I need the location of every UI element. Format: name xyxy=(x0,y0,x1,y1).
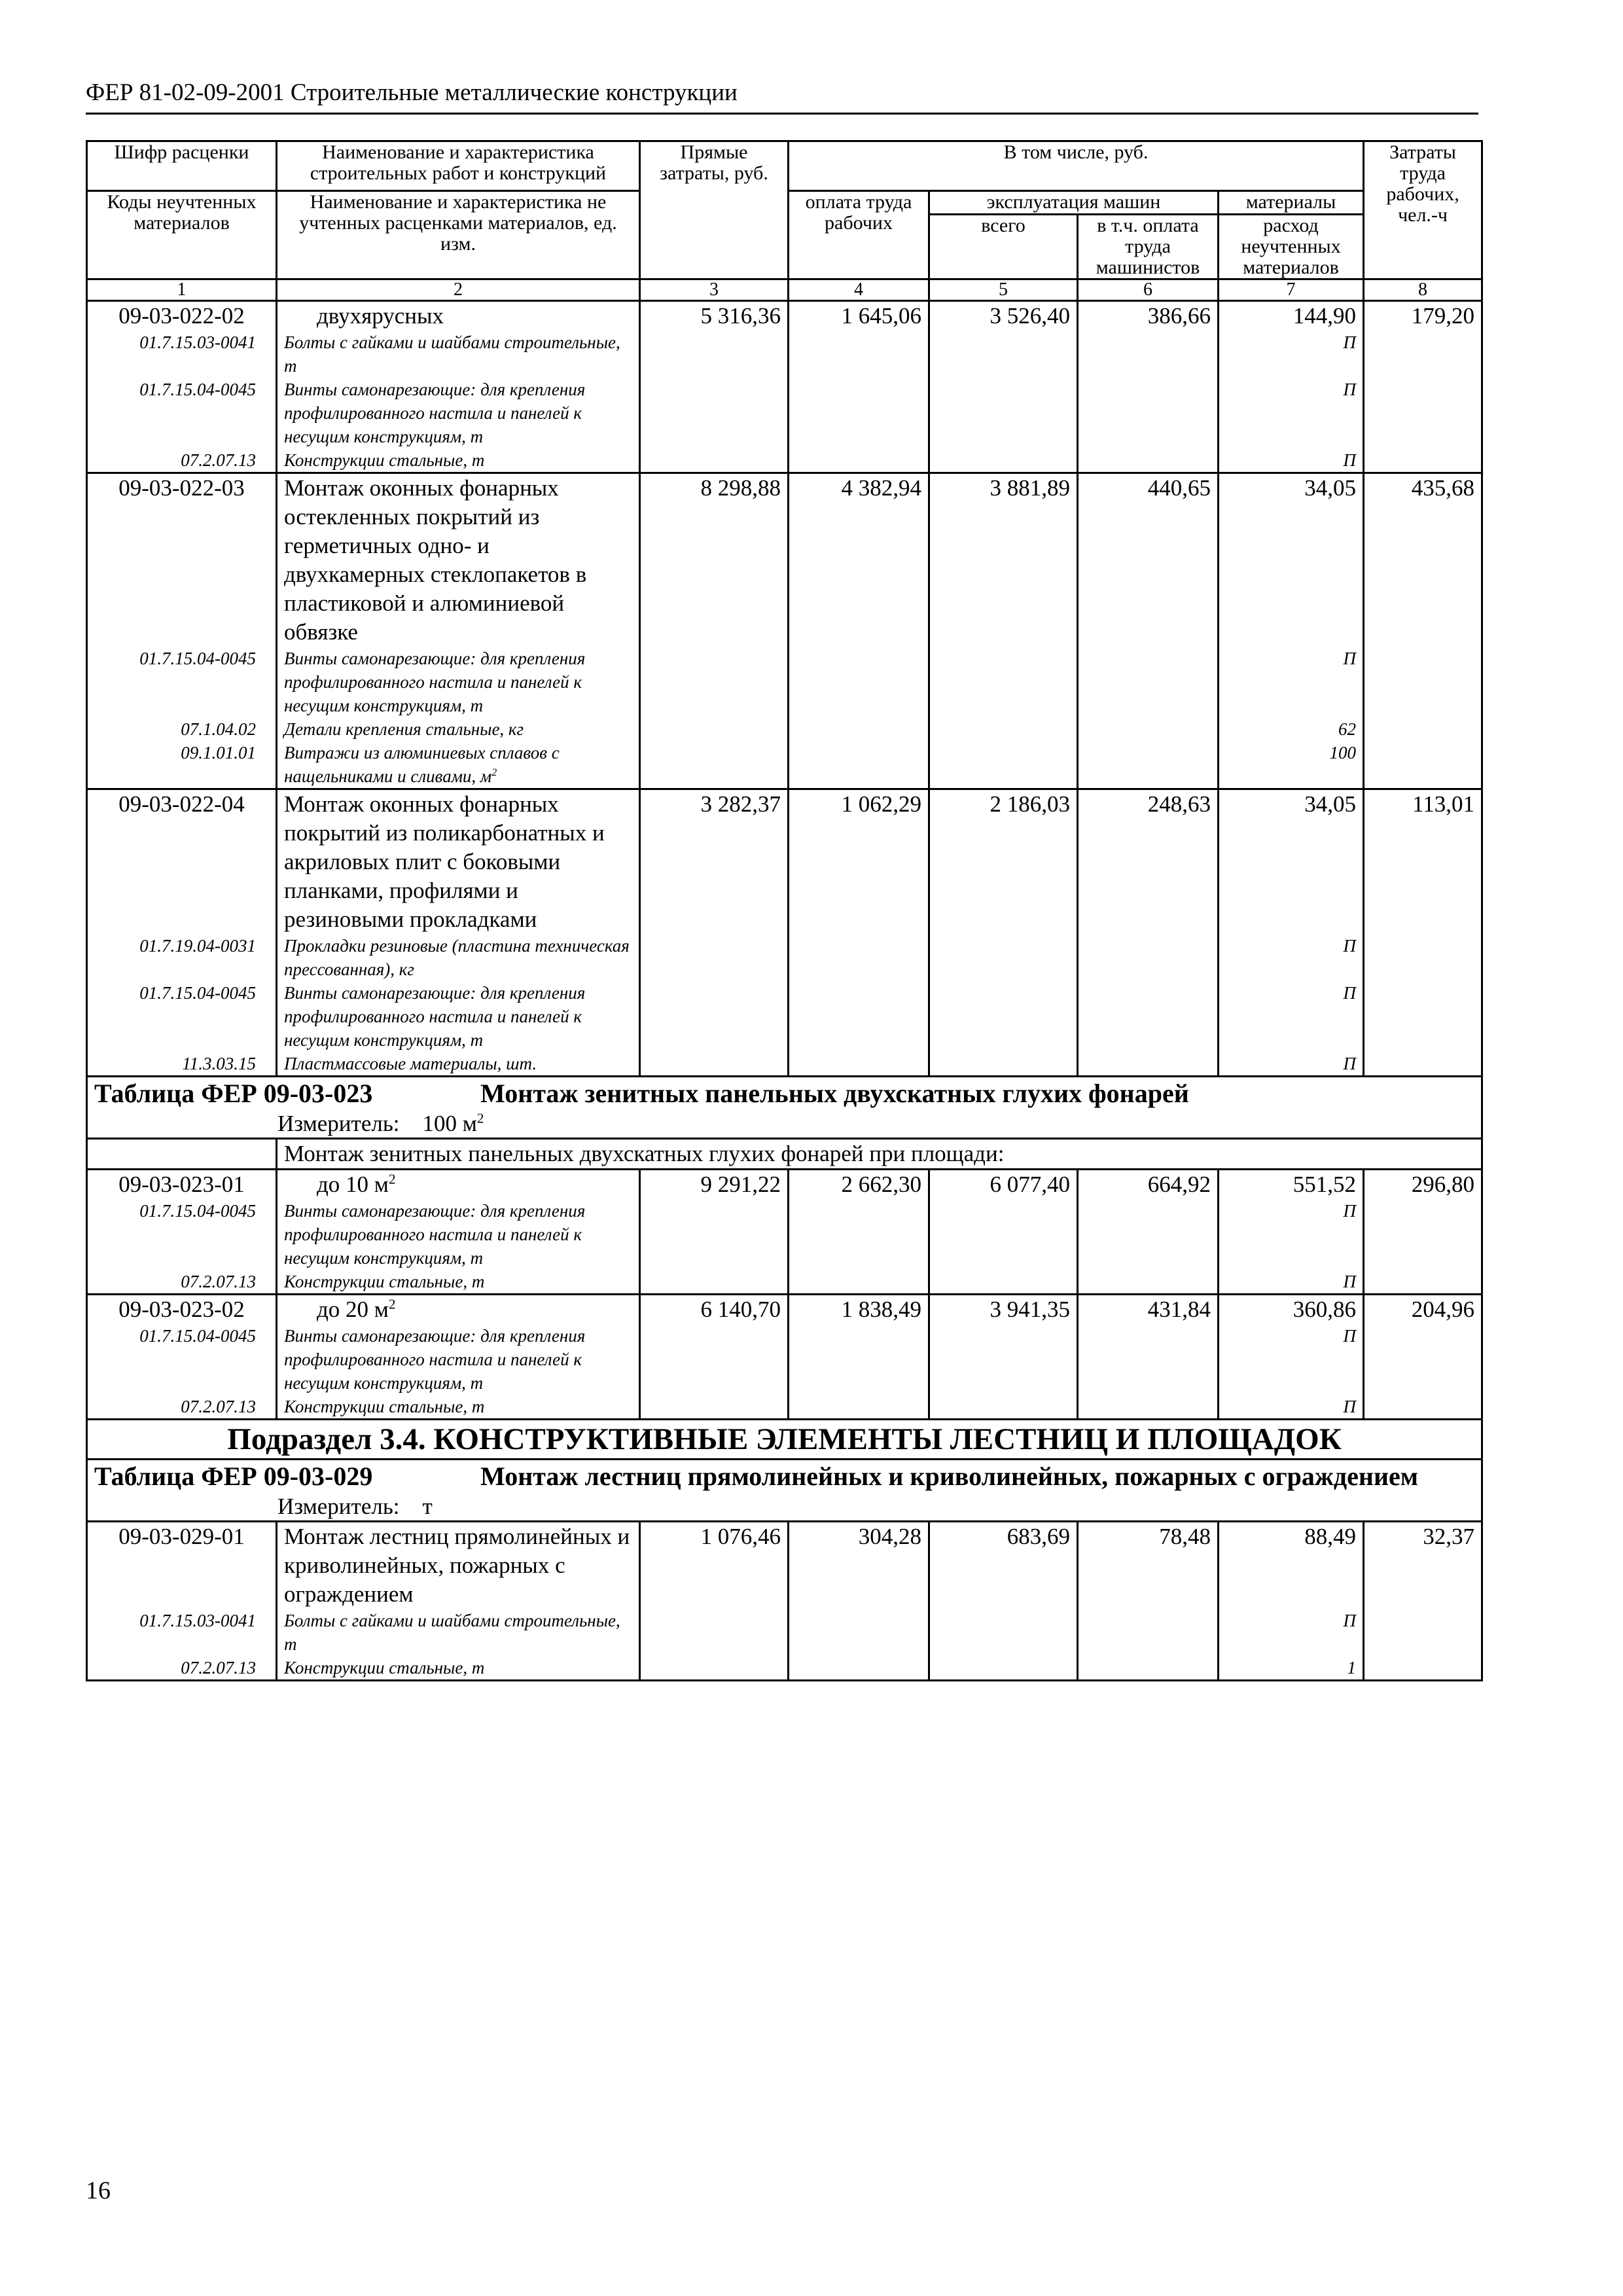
table-title: Монтаж лестниц прямолинейных и криволинейных, пожарных с ограждением xyxy=(480,1462,1419,1491)
col-direct-header: Прямые затраты, руб. xyxy=(640,141,789,279)
material-row: 01.7.15.03-0041 Болты с гайками и шайбами строительные, т П xyxy=(87,331,1482,378)
table-row: 09-03-022-04 Монтаж оконных фонарных покрытий из поликарбонатных и акриловых плит с боковыми планками, профилями и резиновыми прокладками 3 282,37 1 062,29 2 186,03 248,63 34,05 113,01 xyxy=(87,789,1482,935)
table-row: 09-03-029-01 Монтаж лестниц прямолинейных и криволинейных, пожарных с ограждением 1 076,46 304,28 683,69 78,48 88,49 32,37 xyxy=(87,1522,1482,1609)
material-row: 07.2.07.13 Конструкции стальные, т П xyxy=(87,448,1482,473)
material-row: 01.7.15.04-0045 Винты самонарезающие: для крепления профилированного настила и панелей к несущим конструкциям, т П xyxy=(87,981,1482,1052)
col-materials-uncounted-header: расход неучтенных материалов xyxy=(1219,215,1364,279)
material-row: 07.1.04.02 Детали крепления стальные, кг 62 xyxy=(87,717,1482,741)
material-row: 01.7.19.04-0031 Прокладки резиновые (пластина техническая прессованная), кг П xyxy=(87,934,1482,981)
material-row: 01.7.15.04-0045 Винты самонарезающие: для крепления профилированного настила и панелей к несущим конструкциям, т П xyxy=(87,378,1482,448)
material-row: 07.2.07.13 Конструкции стальные, т 1 xyxy=(87,1656,1482,1681)
table-title-row xyxy=(87,1460,1482,1494)
col-incl-header: В том числе, руб. xyxy=(789,141,1364,191)
col-labor-pay-header: оплата труда рабочих xyxy=(789,191,929,279)
table-label: Таблица ФЕР 09-03-023 xyxy=(94,1079,373,1108)
table-label: Таблица ФЕР 09-03-029 xyxy=(94,1462,373,1491)
col-name-header: Наименование и характеристика строительных работ и конструкций xyxy=(277,141,640,191)
material-row: 01.7.15.04-0045 Винты самонарезающие: для крепления профилированного настила и панелей к несущим конструкциям, т П xyxy=(87,1199,1482,1270)
column-numbers: 1 2 3 4 5 6 7 8 xyxy=(87,279,1482,301)
col-name-uncounted-header: Наименование и характеристика не учтенных расценками материалов, ед. изм. xyxy=(277,191,640,279)
material-row: 01.7.15.04-0045 Винты самонарезающие: для крепления профилированного настила и панелей к несущим конструкциям, т П xyxy=(87,1324,1482,1395)
measure-row xyxy=(87,1493,1482,1522)
page-number: 16 xyxy=(86,2177,111,2204)
table-row: 09-03-023-01 до 10 $м^2$ 9 291,22 2 662,30 6 077,40 664,92 551,52 296,80 xyxy=(87,1170,1482,1200)
col-machine-labor-header: в т.ч. оплата труда машинистов xyxy=(1078,215,1219,279)
col-labor-cost-header: Затраты труда рабочих, чел.-ч xyxy=(1364,141,1482,279)
measure-value: т xyxy=(422,1494,433,1519)
material-row: 07.2.07.13 Конструкции стальные, т П xyxy=(87,1395,1482,1420)
table-title: Монтаж зенитных панельных двухскатных глухих фонарей xyxy=(480,1079,1189,1108)
col-machine-header: эксплуатация машин xyxy=(929,191,1219,215)
price-table xyxy=(86,140,1483,1681)
measure-row: Измеритель: 100 $м^2$ xyxy=(87,1110,1482,1139)
col-machine-total-header: всего xyxy=(929,215,1078,279)
material-row: 11.3.03.15 Пластмассовые материалы, шт. П xyxy=(87,1052,1482,1077)
material-row: 09.1.01.01 Витражи из алюминиевых сплавов с нащельниками и сливами, $м^2$ 100 xyxy=(87,741,1482,789)
material-row: 07.2.07.13 Конструкции стальные, т П xyxy=(87,1270,1482,1295)
table-row: 09-03-023-02 до 20 $м^2$ 6 140,70 1 838,49 3 941,35 431,84 360,86 204,96 xyxy=(87,1295,1482,1325)
table-subtitle: Монтаж зенитных панельных двухскатных глухих фонарей при площади: xyxy=(277,1139,1482,1170)
measure-value: 100 м xyxy=(422,1111,477,1136)
col-codes-uncounted-header: Коды неучтенных материалов xyxy=(87,191,277,279)
material-row: 01.7.15.03-0041 Болты с гайками и шайбами строительные, т П xyxy=(87,1609,1482,1656)
subtitle-row xyxy=(87,1139,1482,1170)
col-materials-header: материалы xyxy=(1219,191,1364,215)
page-header: ФЕР 81-02-09-2001 Строительные металлические конструкции xyxy=(86,77,1478,115)
subsection-row xyxy=(87,1420,1482,1460)
measure-label: Измеритель: xyxy=(277,1494,400,1519)
table-title-row xyxy=(87,1077,1482,1111)
table-row: 09-03-022-02 двухярусных 5 316,36 1 645,06 3 526,40 386,66 144,90 179,20 xyxy=(87,301,1482,331)
col-code-header: Шифр расценки xyxy=(87,141,277,191)
subsection-title: Подраздел 3.4. КОНСТРУКТИВНЫЕ ЭЛЕМЕНТЫ ЛЕСТНИЦ И ПЛОЩАДОК xyxy=(87,1420,1482,1460)
table-row: 09-03-022-03 Монтаж оконных фонарных остекленных покрытий из герметичных одно- и двухкамерных стеклопакетов в пластиковой и алюминиевой обвязке 8 298,88 4 382,94 3 881,89 440,65 34,05 435,68 xyxy=(87,473,1482,647)
material-row: 01.7.15.04-0045 Винты самонарезающие: для крепления профилированного настила и панелей к несущим конструкциям, т П xyxy=(87,647,1482,717)
measure-label: Измеритель: xyxy=(277,1111,400,1136)
